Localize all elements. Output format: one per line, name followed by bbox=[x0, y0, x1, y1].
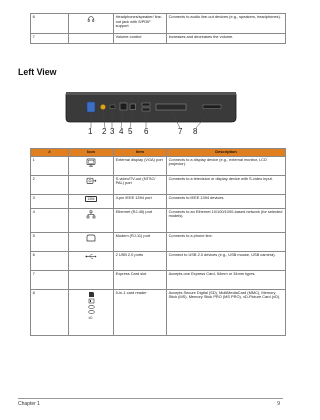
callout-5: 5 bbox=[128, 127, 133, 136]
footer-chapter: Chapter 1 bbox=[18, 401, 40, 407]
headphone-icon bbox=[87, 15, 95, 23]
table-row bbox=[31, 270, 286, 289]
table-row bbox=[31, 175, 286, 194]
icon-cell-empty bbox=[69, 34, 114, 44]
ieee1394-icon bbox=[85, 196, 96, 202]
item-cell: Headphones/speaker/ line-out jack with S/PDIF support bbox=[114, 14, 167, 34]
callout-2: 2 bbox=[102, 127, 107, 136]
callout-3: 3 bbox=[110, 127, 115, 136]
header-number: # bbox=[31, 149, 69, 157]
header-description: Description bbox=[167, 149, 286, 157]
table-row bbox=[31, 34, 286, 44]
section-title: Left View bbox=[18, 67, 57, 77]
item-cell: Ethernet (RJ-45) port bbox=[114, 208, 167, 232]
row-number: 8 bbox=[31, 289, 69, 335]
laptop-left-view-illustration bbox=[60, 88, 240, 138]
item-cell: Modem (RJ-11) port bbox=[114, 232, 167, 251]
external-display-icon bbox=[86, 158, 96, 167]
card-reader-slot-graphic bbox=[203, 105, 221, 109]
row-number: 7 bbox=[31, 34, 69, 44]
description-cell: Connects to a display device (e.g., external monitor, LCD projector). bbox=[167, 156, 286, 175]
table-row bbox=[31, 251, 286, 270]
left-view-ports-table bbox=[30, 148, 286, 336]
row-number: 6 bbox=[31, 251, 69, 270]
callout-8: 8 bbox=[193, 127, 198, 136]
table-row bbox=[31, 232, 286, 251]
footer-divider bbox=[18, 398, 283, 399]
rj11-port-graphic bbox=[130, 104, 136, 110]
row-number: 6 bbox=[31, 14, 69, 34]
description-cell: Accepts Secure Digital (SD), MultiMediaCard (MMC), Memory Stick (MS), Memory Stick PRO (MS PRO), xD-Picture Card (xD). bbox=[167, 289, 286, 335]
row-number: 2 bbox=[31, 175, 69, 194]
item-cell: 4-pin IEEE 1394 port bbox=[114, 194, 167, 208]
header-item: Item bbox=[114, 149, 167, 157]
footer-page-number: 9 bbox=[277, 401, 280, 407]
top-table bbox=[30, 13, 286, 44]
usb-port-graphic-1 bbox=[142, 103, 150, 106]
usb-icon bbox=[85, 253, 97, 260]
table-row bbox=[31, 194, 286, 208]
row-number: 7 bbox=[31, 270, 69, 289]
row-number: 3 bbox=[31, 194, 69, 208]
icon-cell-empty bbox=[69, 270, 114, 289]
item-cell: Express Card slot bbox=[114, 270, 167, 289]
description-cell: Connects to an Ethernet 10/100/1000-based network (for selected models). bbox=[167, 208, 286, 232]
vga-port-graphic bbox=[87, 102, 95, 112]
description-cell: Connects to a phone line. bbox=[167, 232, 286, 251]
item-cell: 5-in-1 card reader bbox=[114, 289, 167, 335]
modem-icon bbox=[86, 234, 96, 242]
table-row bbox=[31, 156, 286, 175]
description-cell: Connect to USB 2.0 devices (e.g., USB mouse, USB camera). bbox=[167, 251, 286, 270]
callout-7: 7 bbox=[178, 127, 183, 136]
item-cell: External display (VGA) port bbox=[114, 156, 167, 175]
ethernet-icon bbox=[86, 210, 96, 219]
callout-6: 6 bbox=[144, 127, 149, 136]
description-cell: Increases and decreases the volume. bbox=[167, 34, 286, 44]
callout-1: 1 bbox=[88, 127, 93, 136]
svg-text:xD: xD bbox=[88, 315, 92, 320]
card-reader-icon bbox=[87, 291, 96, 321]
table-header-row bbox=[31, 149, 286, 157]
table-row bbox=[31, 289, 286, 335]
ieee1394-icon-label: 1394 bbox=[87, 196, 95, 201]
table-row bbox=[31, 14, 286, 34]
item-cell: S-video/TV-out (NTSC/ PAL) port bbox=[114, 175, 167, 194]
header-icon: Icon bbox=[69, 149, 114, 157]
s-video-port-graphic bbox=[100, 104, 105, 109]
row-number: 1 bbox=[31, 156, 69, 175]
item-cell: Volume control bbox=[114, 34, 167, 44]
description-cell: Connects to audio line-out devices (e.g., speakers, headphones). bbox=[167, 14, 286, 34]
row-number: 5 bbox=[31, 232, 69, 251]
description-cell: Connects to a television or display device with S-video input. bbox=[167, 175, 286, 194]
description-cell: Accepts one Express Card, 54mm or 34mm types. bbox=[167, 270, 286, 289]
rj45-port-graphic bbox=[120, 103, 127, 110]
s-video-icon bbox=[86, 177, 97, 185]
item-cell: 2 USB 2.0 ports bbox=[114, 251, 167, 270]
ieee1394-port-graphic bbox=[110, 105, 115, 108]
description-cell: Connects to IEEE 1394 devices. bbox=[167, 194, 286, 208]
usb-port-graphic-2 bbox=[142, 108, 150, 111]
callout-4: 4 bbox=[119, 127, 124, 136]
row-number: 4 bbox=[31, 208, 69, 232]
table-row bbox=[31, 208, 286, 232]
expresscard-slot-graphic bbox=[156, 104, 186, 110]
